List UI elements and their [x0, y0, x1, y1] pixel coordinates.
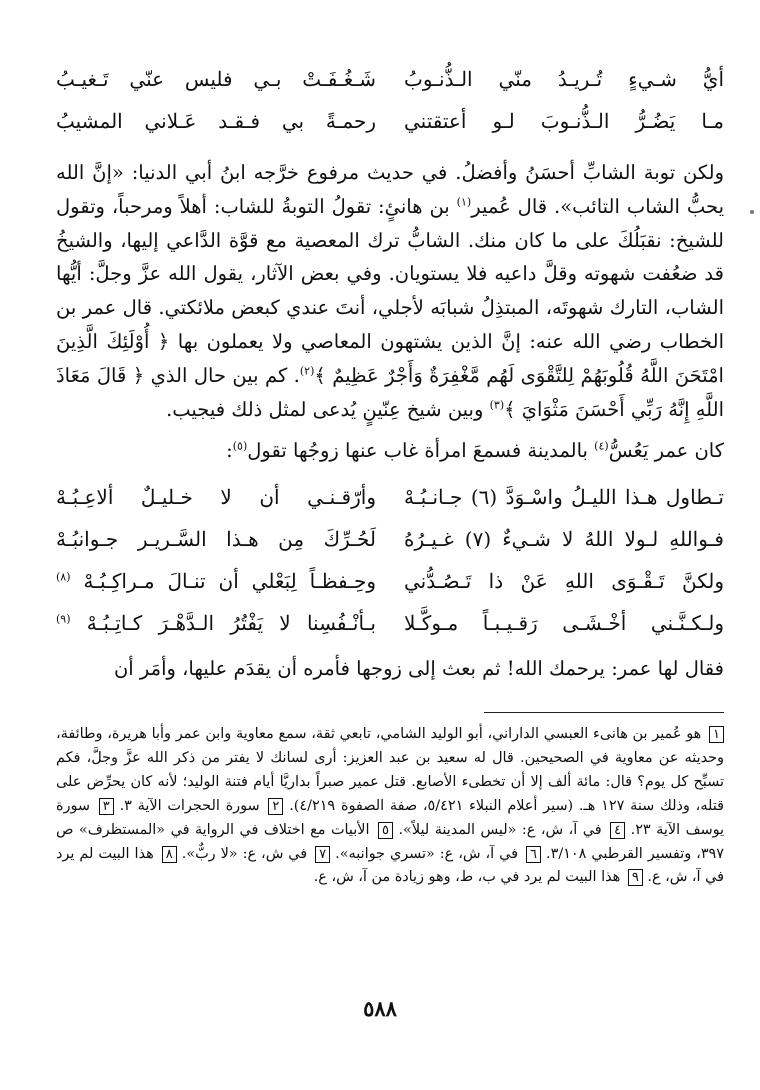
footnote-number: ٥ — [378, 822, 393, 839]
footnote-ref: (١) — [456, 195, 472, 209]
footnote-item: ٨ هذا البيت لم يرد في آ، ش، ع. — [56, 845, 724, 886]
verse-first-half: ولكنَّ تَـقْـوَى اللهِ عَنْ ذا تَـصُـدُّني — [404, 569, 724, 594]
footnote-ref: (٣) — [489, 398, 505, 412]
footnote-item: ١ هو عُمير بن هانىء العبسي الداراني، أبو الوليد الشامي، تابعي ثقة، سمع معاوية وابن عمر وأبا هريرة، وطائفة، وحديثه عن معاوية في الصحيحين. قال له سعيد بن عبد العزيز: أرى لسانك لا يفتر من ذكر الله عزَّ وجلَّ، فكم تسبِّح كل يوم؟ قال: مائة ألف إلا أن تخطىء الأصابع. قتل عمير صبراً بداريَّا أيام فتنة الوليد؛ لأنه كان يحرِّض على قتله، وذلك سنة ١٢٧ هـ. (سير أعلام النبلاء ٥/٤٢١، صفة الصفوة ٤/٢١٩). — [56, 725, 725, 814]
footnote-number: ٣ — [99, 798, 114, 815]
verse-line — [56, 518, 724, 560]
verse-first-half: ولـكـنَّـني أخْـشَـى رَقـيـبـاً مـوكَّـلا — [404, 611, 724, 636]
footnote-number: ٢ — [268, 798, 283, 815]
main-paragraph — [56, 156, 724, 426]
footnote-item: ٧ في ش، ع: «لا ربٌّ». — [182, 846, 330, 862]
verse-second-half: لَحُـرِّكَ مِن هـذا السَّـريـر جـوانبُـهْ — [56, 527, 376, 552]
verse-line — [56, 100, 724, 142]
verse-second-half: بـأنْـفُسِنا لا يَفْتُرُ الـدَّهْـرَ كـاتِـبُـهْ $^{(٩)}$ — [56, 611, 376, 636]
verse-second-half: رحمـةً بي فـقـد عَـلاني المشيبُ — [56, 109, 376, 133]
footnote-item: ٢ سورة الحجرات الآية ٣. — [120, 798, 284, 814]
story-intro — [56, 434, 724, 468]
paragraph-text: بالمدينة فسمعَ امرأة غاب عنها زوجُها تقول — [247, 439, 595, 463]
footnote-ref: (٤) — [594, 439, 609, 453]
footnote-number: ٧ — [315, 846, 330, 863]
verse-line — [56, 560, 724, 602]
verse-first-half: أيُّ شـيءٍ تُـريـدُ منّي الـذُّنـوبُ — [404, 67, 724, 91]
verse-line — [56, 602, 724, 644]
footnote-ref: (٢) — [299, 364, 315, 378]
footnote-separator — [484, 712, 724, 713]
paragraph-text: وبين شيخ عِنّينٍ يُدعى لمثل ذلك فيجيب. — [166, 397, 490, 421]
verse-line — [56, 58, 724, 100]
page-number: ٥٨٨ — [363, 996, 397, 1021]
opening-verses — [56, 58, 724, 142]
footnote-item: ٣ سورة يوسف الآية ٢٣. — [56, 797, 725, 838]
footnote-number: ١ — [709, 726, 724, 743]
footnotes — [56, 723, 724, 890]
paragraph-text: كان عمر يَعُسُّ — [608, 439, 724, 463]
footnote-item: ٤ في آ، ش، ع: «ليس المدينة ليلاً». — [398, 822, 625, 838]
page-body — [56, 58, 724, 890]
footnote-ref: (٥) — [232, 439, 248, 453]
verse-first-half: فـواللهِ لـولا اللهُ لا شـيءٌ (٧) غـيـرُهُ — [404, 527, 724, 552]
verse-second-half: وأرّقـنـي أن لا خـليـلٌ ألاعِـبُـهْ — [56, 485, 376, 510]
paragraph-text: بن هانئٍ: تقولُ التوبةُ للشاب: أهلاً ومرحباً، وتقول للشيخ: نقبَلُكَ على ما كان منك. الشابُّ ترك المعصية مع قوَّة الدَّاعي إليها، والشيخُ قد ضعُفت شهوته وقلَّ داعيه فلا يستويان. وفي بعض الآثار، يقول الله عزَّ وجلَّ: أيُّها الشاب، التارك شهوتَه، المبتذِلُ شبابَه لأجلي، أنتَ عندي كبعض ملائكتي. قال عمر بن الخطاب رضي الله عنه: إنَّ الذين يشتهون المعاصي ولا يعملون بها ﴿ أُوْلَئِكَ الَّذِينَ امْتَحَنَ اللَّهُ قُلُوبَهُمْ لِلتَّقْوَى لَهُم مَّغْفِرَةٌ وَأَجْرٌ عَظِيمٌ ﴾ — [56, 194, 724, 387]
paragraph-text: . كم بين حال الذي ﴿ قَالَ مَعَاذَ اللَّهِ إِنَّهُ رَبِّي أَحْسَنَ مَثْوَايَ ﴾ — [56, 363, 724, 421]
verse-second-half: وحِـفظـاً لِبَعْلي أن تنـالَ مـراكِـبُـهْ $^{(٨)}$ — [56, 569, 376, 594]
poem-verses — [56, 476, 724, 644]
verse-line — [56, 476, 724, 518]
footnote-item: ٦ في آ، ش، ع: «تسري جوانبه». — [335, 846, 541, 862]
footnote-item: ٩ هذا البيت لم يرد في ب، ط، وهو زيادة من آ، ش، ع. — [314, 869, 643, 885]
footnote-number: ٨ — [162, 846, 177, 863]
paragraph-text: : — [226, 439, 233, 463]
footnote-number: ٦ — [526, 846, 541, 863]
footnote-number: ٤ — [610, 822, 625, 839]
verse-first-half: تـطاول هـذا الليـلُ واسْـوَدَّ (٦) جـانـبُـهْ — [404, 485, 724, 510]
verse-first-half: مـا يَضُـرُّ الـذُّنـوبَ لـو أعتقتني — [404, 109, 724, 133]
footnote-number: ٩ — [628, 869, 643, 886]
paragraph-text: ولكن توبة الشابِّ أحسَنُ وأفضلُ. في حديث مرفوع خرَّجه ابنُ أبي الدنيا: «إنَّ الله يحبُّ الشاب التائب». قال عُمير — [56, 161, 724, 218]
footnote-item: ٥ الأبيات مع اختلاف في الرواية في «المستظرف» ص ٣٩٧، وتفسير القرطبي ٣/١٠٨. — [56, 821, 725, 862]
verse-second-half: شَـغُـفَـتْ بـي فليس عنّي تَـغيـبُ — [56, 67, 376, 91]
page-speck — [750, 210, 754, 214]
closing-paragraph: فقال لها عمر: يرحمك الله! ثم بعث إلى زوجها فأمره أن يقدَم عليها، وأمَر أن — [113, 657, 724, 681]
